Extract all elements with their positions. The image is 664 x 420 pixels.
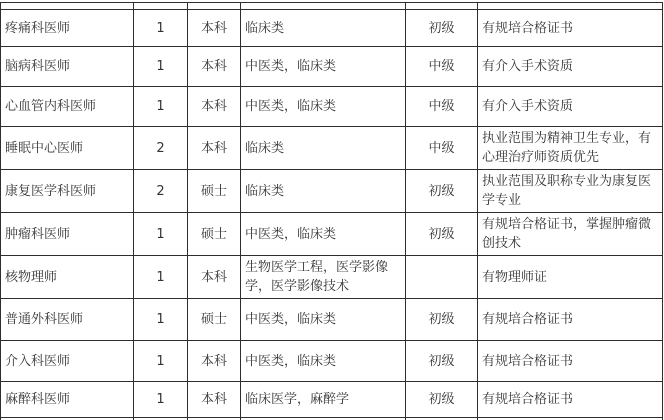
table-row bbox=[1, 127, 663, 170]
category-cell: 中医类，临床类 bbox=[241, 87, 406, 127]
category-cell: 生物医学工程，医学影像学，医学影像技术 bbox=[241, 256, 406, 299]
level-cell: 中级 bbox=[406, 127, 478, 170]
table-row bbox=[1, 213, 663, 256]
education-cell: 本科 bbox=[188, 10, 241, 47]
position-cell: 康复医学科医师 bbox=[1, 170, 134, 213]
education-cell: 本科 bbox=[188, 127, 241, 170]
position-cell: 脑病科医师 bbox=[1, 47, 134, 87]
education-cell: 本科 bbox=[188, 256, 241, 299]
category-cell: 临床医学，麻醉学 bbox=[241, 382, 406, 418]
education-cell: 本科 bbox=[188, 47, 241, 87]
education-cell: 硕士 bbox=[188, 170, 241, 213]
requirement-cell: 执业范围及职称专业为康复医学专业 bbox=[478, 170, 663, 213]
table-row bbox=[1, 10, 663, 47]
category-cell: 临床类 bbox=[241, 127, 406, 170]
level-cell: 中级 bbox=[406, 87, 478, 127]
requirement-cell: 有规培合格证书 bbox=[478, 382, 663, 418]
education-cell: 本科 bbox=[188, 87, 241, 127]
category-cell: 中医类，临床类 bbox=[241, 47, 406, 87]
position-cell: 睡眠中心医师 bbox=[1, 127, 134, 170]
table-row bbox=[1, 87, 663, 127]
count-cell: 1 bbox=[134, 213, 188, 256]
level-cell: 初级 bbox=[406, 10, 478, 47]
requirement-cell: 有规培合格证书 bbox=[478, 299, 663, 341]
requirement-cell: 有规培合格证书 bbox=[478, 341, 663, 382]
partial-row-top bbox=[1, 3, 663, 10]
level-cell: 初级 bbox=[406, 341, 478, 382]
empty-cell bbox=[1, 3, 134, 10]
empty-cell bbox=[188, 3, 241, 10]
count-cell: 1 bbox=[134, 341, 188, 382]
count-cell: 1 bbox=[134, 87, 188, 127]
education-cell: 硕士 bbox=[188, 213, 241, 256]
level-cell bbox=[406, 256, 478, 299]
requirement-cell: 有规培合格证书，掌握肿瘤微创技术 bbox=[478, 213, 663, 256]
category-cell: 中医类，临床类 bbox=[241, 341, 406, 382]
level-cell: 初级 bbox=[406, 382, 478, 418]
empty-cell bbox=[134, 3, 188, 10]
requirement-cell: 有规培合格证书 bbox=[478, 10, 663, 47]
level-cell: 中级 bbox=[406, 47, 478, 87]
count-cell: 1 bbox=[134, 256, 188, 299]
empty-cell bbox=[241, 3, 406, 10]
category-cell: 中医类，临床类 bbox=[241, 213, 406, 256]
table-row bbox=[1, 170, 663, 213]
position-cell: 肿瘤科医师 bbox=[1, 213, 134, 256]
position-cell: 普通外科医师 bbox=[1, 299, 134, 341]
count-cell: 1 bbox=[134, 10, 188, 47]
position-cell: 心血管内科医师 bbox=[1, 87, 134, 127]
level-cell: 初级 bbox=[406, 299, 478, 341]
position-cell: 麻醉科医师 bbox=[1, 382, 134, 418]
level-cell: 初级 bbox=[406, 170, 478, 213]
table-row bbox=[1, 256, 663, 299]
requirement-cell: 有物理师证 bbox=[478, 256, 663, 299]
category-cell: 临床类 bbox=[241, 10, 406, 47]
category-cell: 临床类 bbox=[241, 170, 406, 213]
count-cell: 1 bbox=[134, 382, 188, 418]
education-cell: 本科 bbox=[188, 382, 241, 418]
table-row bbox=[1, 382, 663, 418]
empty-cell bbox=[406, 3, 478, 10]
count-cell: 1 bbox=[134, 299, 188, 341]
table-row bbox=[1, 47, 663, 87]
count-cell: 1 bbox=[134, 47, 188, 87]
position-cell: 介入科医师 bbox=[1, 341, 134, 382]
requirement-cell: 有介入手术资质 bbox=[478, 47, 663, 87]
count-cell: 2 bbox=[134, 170, 188, 213]
position-cell: 疼痛科医师 bbox=[1, 10, 134, 47]
education-cell: 硕士 bbox=[188, 299, 241, 341]
education-cell: 本科 bbox=[188, 341, 241, 382]
requirement-cell: 执业范围为精神卫生专业，有心理治疗师资质优先 bbox=[478, 127, 663, 170]
table-row bbox=[1, 341, 663, 382]
requirement-cell: 有介入手术资质 bbox=[478, 87, 663, 127]
table-row bbox=[1, 299, 663, 341]
level-cell: 初级 bbox=[406, 213, 478, 256]
position-cell: 核物理师 bbox=[1, 256, 134, 299]
empty-cell bbox=[478, 3, 663, 10]
recruitment-table bbox=[0, 2, 663, 420]
category-cell: 中医类，临床类 bbox=[241, 299, 406, 341]
count-cell: 2 bbox=[134, 127, 188, 170]
